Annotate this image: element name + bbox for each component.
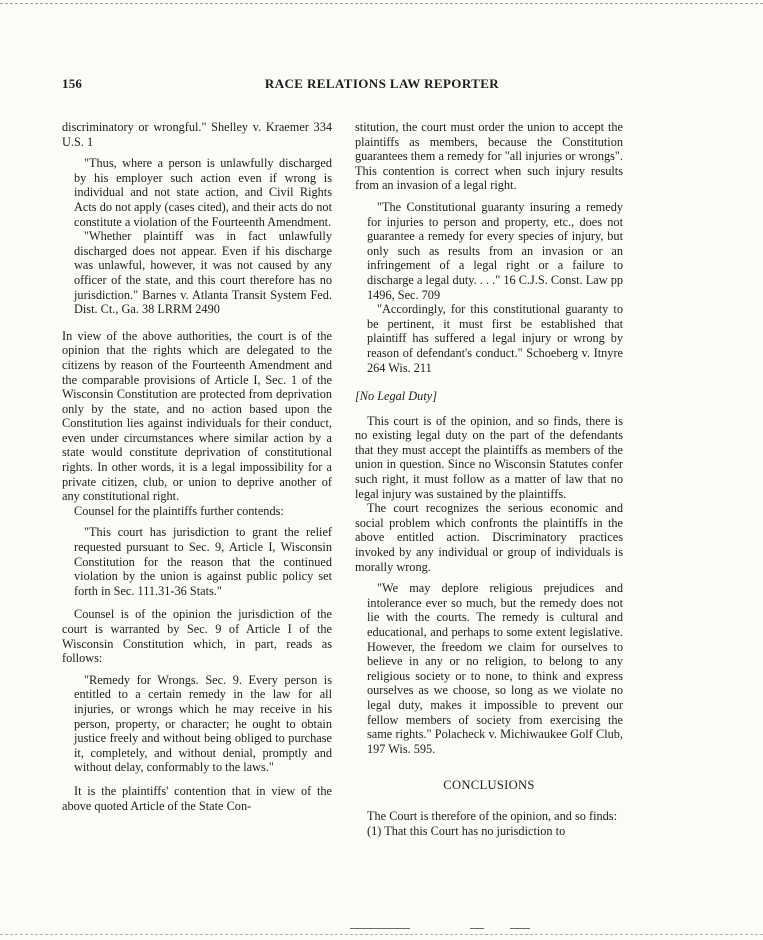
block-quote: "Accordingly, for this constitutional guaranty to be pertinent, it must first be established that plaintiff has suffered a legal injury or wrong by reason of defendant's conduct." Schoeberg v. Itnyre 264 Wis. 211 [367, 302, 623, 375]
body-paragraph: The court recognizes the serious economic and social problem which confronts the plaintiffs in the above entitled action. Discriminatory practices invoked by any individual or group of individuals is morally wrong. [355, 501, 623, 574]
body-paragraph: Counsel for the plaintiffs further contends: [74, 503, 284, 518]
body-paragraph: Counsel is of the opinion the jurisdiction of the court is warranted by Sec. 9 of Article I of the Wisconsin Constitution which, in part, reads as follows: [62, 607, 332, 666]
body-paragraph: stitution, the court must order the union to accept the plaintiffs as members, because the Constitution guarantees them a remedy for "all injuries or wrongs". This contention is correct when such injury results from an invasion of a legal right. [355, 120, 623, 193]
scan-footer-marks [320, 928, 540, 930]
scan-edge-top [0, 3, 763, 4]
block-quote: "The Constitutional guaranty insuring a remedy for injuries to person and property, etc., does not guarantee a remedy for every species of injury, but only such as results from an invasion or an infringement of a legal right or a failure to discharge a legal duty. . . ." 16 C.J.S. Const. Law pp 1496, Sec. 709 [367, 199, 623, 302]
body-paragraph: It is the plaintiffs' contention that in view of the above quoted Article of the State Con- [62, 783, 332, 813]
running-title: RACE RELATIONS LAW REPORTER [264, 76, 500, 91]
body-paragraph: This court is of the opinion, and so finds, there is no existing legal duty on the part of the defendants that they must accept the plaintiffs as members of the union in question. Since no Wisconsin Statutes confer such right, it must follow as a matter of law that no legal injury was sustained by the plaintiffs. [355, 413, 623, 501]
block-quote: "This court has jurisdiction to grant the relief requested pursuant to Sec. 9, Article I, Wisconsin Constitution for the reason that the continued violation by the union is against public policy set forth in Sec. 111.31-36 Stats." [74, 525, 332, 598]
body-paragraph: discriminatory or wrongful." Shelley v. Kraemer 334 U.S. 1 [62, 120, 332, 149]
section-heading-no-legal-duty: [No Legal Duty] [355, 389, 437, 404]
body-paragraph: (1) That this Court has no jurisdiction to [367, 823, 566, 838]
block-quote: "We may deplore religious prejudices and intolerance ever so much, but the remedy does not lie with the courts. The remedy is cultural and educational, and perhaps to some extent legislative. However, the freedom we claim for ourselves to believe in any or no religion, to belong to any religious society or to none, to think and express ourselves as we choose, so long as we violate no legal duty, makes it impossible to prevent our fellow members of society from exercising the same rights." Polacheck v. Michiwaukee Golf Club, 197 Wis. 595. [367, 581, 623, 756]
page-number: 156 [62, 76, 83, 91]
right-column-text-after-heading [355, 414, 623, 757]
page-header [62, 76, 702, 96]
block-quote: "Whether plaintiff was in fact unlawfully discharged does not appear. Even if his discharge was unlawful, however, it was not caused by any officer of the state, and this court therefore has no jurisdiction." Barnes v. Atlanta Transit System Fed. Dist. Ct., Ga. 38 LRRM 2490 [74, 229, 332, 317]
block-quote: "Remedy for Wrongs. Sec. 9. Every person is entitled to a certain remedy in the law for all injuries, or wrongs which he may receive in his person, property, or character; he ought to obtain justice freely and without being obliged to purchase it, completely, and without denial, promptly and without delay, conformably to the laws." [74, 672, 332, 775]
conclusions-text [355, 809, 623, 838]
conclusions-heading: CONCLUSIONS [443, 778, 535, 793]
right-column [355, 120, 623, 838]
left-column [62, 120, 332, 813]
scan-edge-bottom [0, 934, 763, 935]
right-column-text-before-heading [355, 120, 623, 375]
body-paragraph: In view of the above authorities, the court is of the opinion that the rights which are delegated to the citizens by reason of the Fourteenth Amendment and the comparable provisions of Article I, Sec. 1 of the Wisconsin Constitution are protected from deprivation only by the state, and no action based upon the Constitution lies against individuals for their conduct, even under circumstances where similar action by a state would constitute deprivation of constitutional rights. In other words, it is a legal impossibility for a private citizen, club, or union to deprive another of any constitutional right. [62, 328, 332, 504]
block-quote: "Thus, where a person is unlawfully discharged by his employer such action even if wrong is individual and not state action, and Civil Rights Acts do not apply (cases cited), and their acts do not constitute a violation of the Fourteenth Amendment. [74, 156, 332, 229]
body-paragraph: The Court is therefore of the opinion, and so finds: [367, 808, 617, 823]
